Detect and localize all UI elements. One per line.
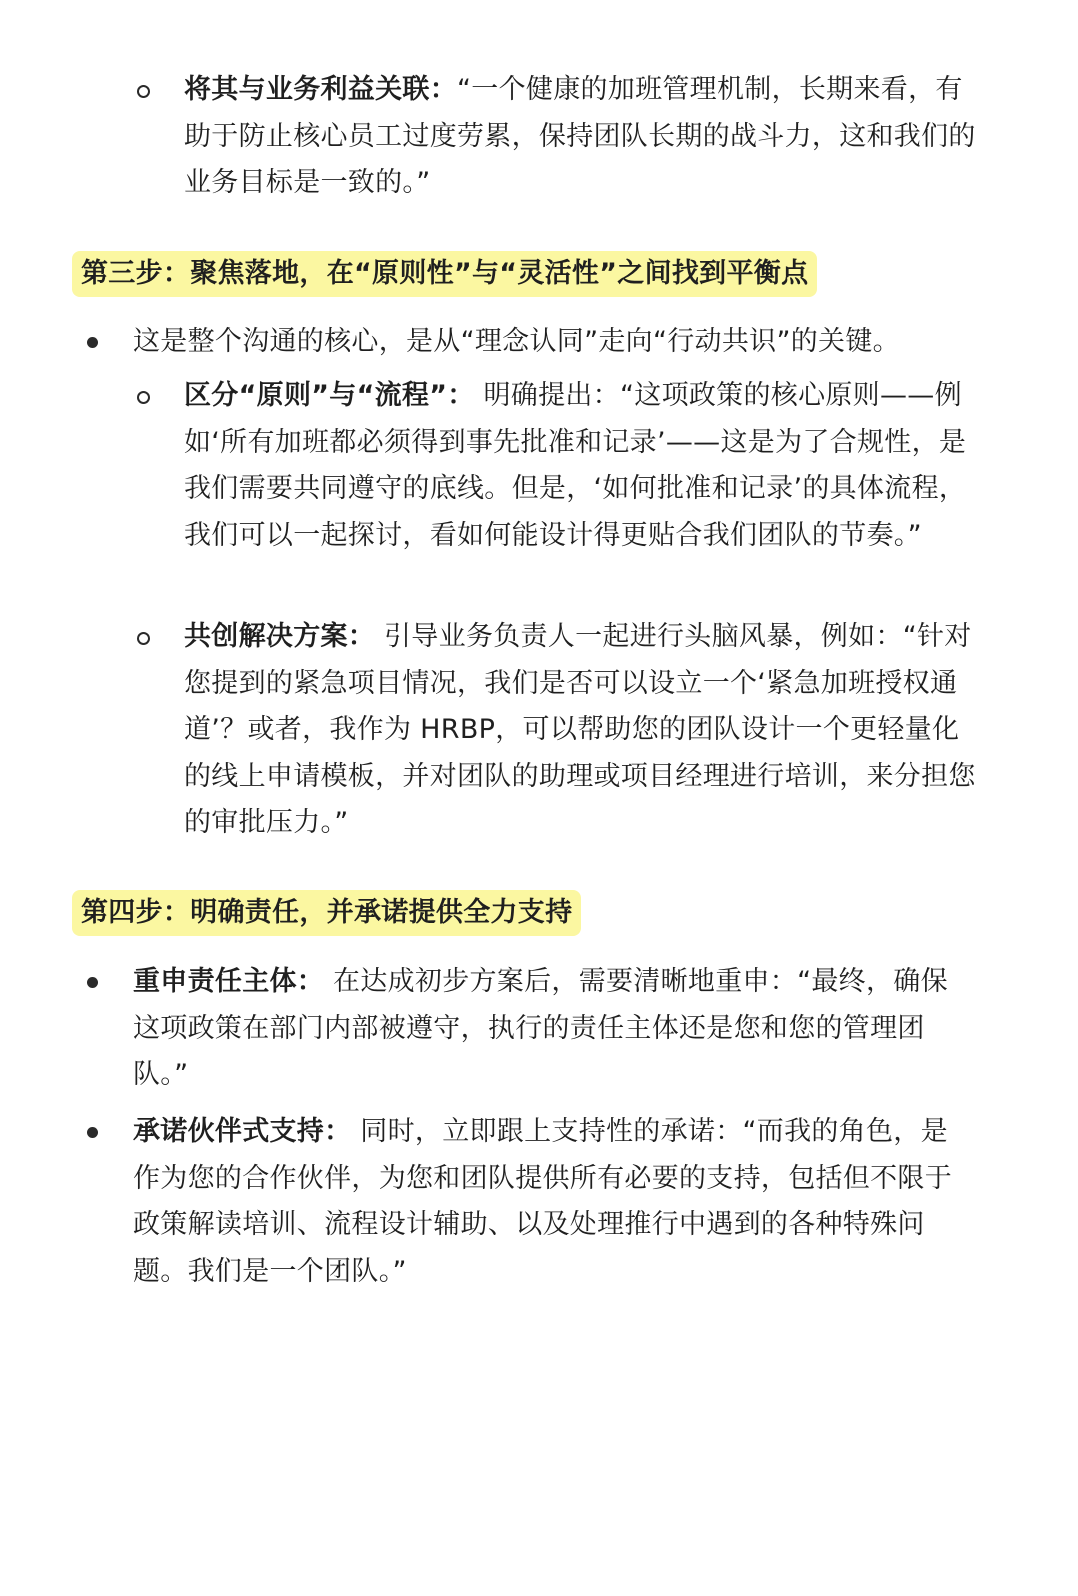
sub-list-item-co-create [184, 614, 976, 847]
sub-item-label: 区分“原则”与“流程”： [184, 380, 475, 411]
bullet-marker [87, 337, 98, 348]
sub-list-item-business-link [184, 67, 976, 207]
sub-item-text: 引导业务负责人一起进行头脑风暴，例如：“针对您提到的紧急项目情况，我们是否可以设立一个‘紧急加班授权通道’？或者，我作为 HRBP，可以帮助您的团队设计一个更轻量化的线上申请模板，并对团队的助理或项目经理进行培训，来分担您的审批压力。” [184, 621, 976, 838]
list-item-label: 重申责任主体： [133, 966, 325, 997]
list-item-core [133, 319, 973, 366]
sub-bullet-marker [137, 632, 150, 645]
sub-item-label: 共创解决方案： [184, 621, 376, 652]
step3-heading: 第三步：聚焦落地，在“原则性”与“灵活性”之间找到平衡点 [72, 251, 817, 297]
sub-item-text: 明确提出：“这项政策的核心原则——例如‘所有加班都必须得到事先批准和记录’——这是为了合规性，是我们需要共同遵守的底线。但是，‘如何批准和记录’的具体流程，我们可以一起探讨，看如何能设计得更贴合我们团队的节奏。” [184, 380, 967, 551]
sub-list-item-principle-vs-process [184, 373, 976, 559]
list-item-support [133, 1109, 973, 1295]
sub-bullet-marker [137, 85, 150, 98]
list-item-text: 同时，立即跟上支持性的承诺：“而我的角色，是作为您的合作伙伴，为您和团队提供所有必要的支持，包括但不限于政策解读培训、流程设计辅助、以及处理推行中遇到的各种特殊问题。我们是一个团队。” [133, 1116, 952, 1287]
sub-item-label: 将其与业务利益关联： [184, 74, 457, 105]
list-item-label: 承诺伙伴式支持： [133, 1116, 352, 1147]
sub-item-text: “一个健康的加班管理机制，长期来看，有助于防止核心员工过度劳累，保持团队长期的战斗力，这和我们的业务目标是一致的。” [184, 74, 976, 198]
step4-heading: 第四步：明确责任，并承诺提供全力支持 [72, 890, 581, 936]
bullet-marker [87, 977, 98, 988]
list-item-responsibility [133, 959, 973, 1099]
list-item-text: 这是整个沟通的核心，是从“理念认同”走向“行动共识”的关键。 [133, 326, 900, 357]
sub-bullet-marker [137, 391, 150, 404]
list-item-text: 在达成初步方案后，需要清晰地重申：“最终，确保这项政策在部门内部被遵守，执行的责任主体还是您和您的管理团队。” [133, 966, 948, 1090]
bullet-marker [87, 1127, 98, 1138]
